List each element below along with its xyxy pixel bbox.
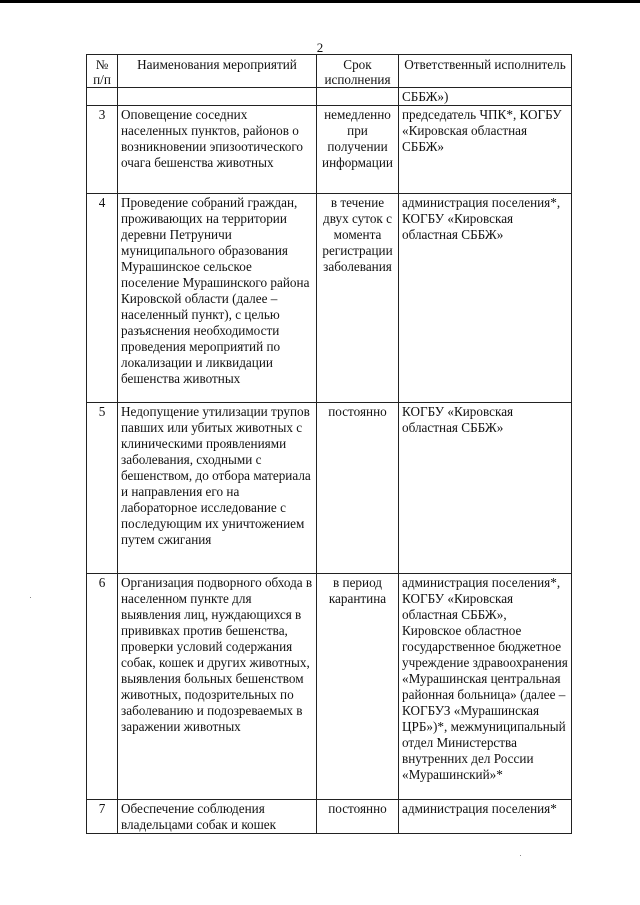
row-responsible: администрация поселения*, КОГБУ «Кировская областная СББЖ», Кировское областное государственное бюджетное учреждение здравоохранения «Мурашинская центральная районная больница» (далее – КОГБУЗ «Мурашинская ЦРБ»)*, межмуниципальный отдел Министерства внутренних дел России «Мурашинский»* [399,574,572,800]
table-header-row [87,55,572,88]
header-responsible: Ответственный исполнитель [399,55,572,88]
page-number: 2 [316,40,324,55]
measures-table [86,54,572,834]
row-responsible: КОГБУ «Кировская областная СББЖ» [399,403,572,574]
header-term: Срок исполнения [317,55,399,88]
row-num: 4 [87,194,118,403]
row-name: Обеспечение соблюдения владельцами собак и кошек [118,800,317,834]
table-row [87,574,572,800]
scan-speck [520,855,521,856]
row-term: немедленно при получении информации [317,106,399,194]
row-term: постоянно [317,800,399,834]
row-term: в течение двух суток с момента регистрации заболевания [317,194,399,403]
table-row [87,403,572,574]
row-term: в период карантина [317,574,399,800]
top-border-line [0,0,640,3]
table-row [87,106,572,194]
carryover-row [87,88,572,106]
row-responsible: администрация поселения* [399,800,572,834]
row-responsible: председатель ЧПК*, КОГБУ «Кировская областная СББЖ» [399,106,572,194]
row-name: Недопущение утилизации трупов павших или убитых животных с клиническими проявлениями заболевания, сходными с бешенством, до отбора материала и направления его на лабораторное исследование с последующим их уничтожением путем сжигания [118,403,317,574]
row-num: 5 [87,403,118,574]
row-responsible: администрация поселения*, КОГБУ «Кировская областная СББЖ» [399,194,572,403]
carryover-responsible: СББЖ») [399,88,572,106]
table-row [87,194,572,403]
row-name: Организация подворного обхода в населенном пункте для выявления лиц, нуждающихся в прививках против бешенства, проверки условий содержания собак, кошек и других животных, выявления больных бешенством животных, подозрительных по заболеванию и подозреваемых в заражении животных [118,574,317,800]
header-name: Наименования мероприятий [118,55,317,88]
row-name: Проведение собраний граждан, проживающих на территории деревни Петруничи муниципального образования Мурашинское сельское поселение Мурашинского района Кировской области (далее – населенный пункт), с целью разъяснения необходимости проведения мероприятий по локализации и ликвидации бешенства животных [118,194,317,403]
row-num: 3 [87,106,118,194]
row-term: постоянно [317,403,399,574]
header-num: № п/п [87,55,118,88]
row-num: 7 [87,800,118,834]
row-name: Оповещение соседних населенных пунктов, районов о возникновении эпизоотического очага бешенства животных [118,106,317,194]
table-row [87,800,572,834]
scan-speck [30,597,31,598]
row-num: 6 [87,574,118,800]
